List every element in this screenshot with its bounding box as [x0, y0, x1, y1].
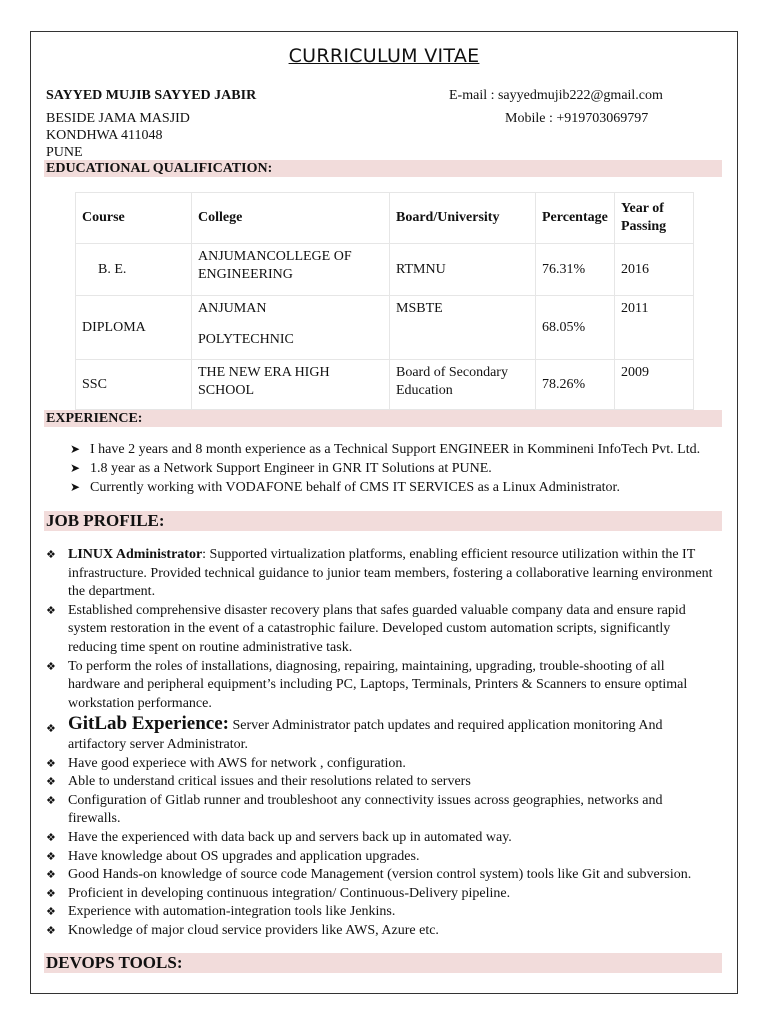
list-item	[70, 478, 700, 497]
list-item	[46, 658, 718, 714]
cell-college: THE NEW ERA HIGH SCHOOL	[192, 360, 390, 410]
job-profile-text: Configuration of Gitlab runner and troubleshoot any connectivity issues across geographies, networks and firewalls.	[68, 792, 663, 827]
header-course: Course	[76, 193, 192, 244]
section-heading-devops: DEVOPS TOOLS:	[44, 953, 722, 973]
mobile-text: Mobile : +919703069797	[505, 111, 649, 126]
cell-college-line-2: POLYTECHNIC	[198, 332, 294, 347]
diamond-bullet-icon: ❖	[46, 659, 56, 673]
cell-college-line-1: ANJUMAN	[198, 301, 267, 316]
experience-list	[70, 440, 700, 497]
diamond-bullet-icon: ❖	[46, 886, 56, 900]
job-profile-text: Have good experiece with AWS for network , configuration.	[68, 755, 406, 771]
list-item	[70, 459, 700, 478]
job-profile-text: Proficient in developing continuous integration/ Continuous-Delivery pipeline.	[68, 885, 511, 901]
arrow-bullet-icon: ➤	[70, 480, 81, 494]
arrow-bullet-icon: ➤	[70, 461, 81, 475]
section-heading-education: EDUCATIONAL QUALIFICATION:	[44, 160, 722, 177]
job-profile-list	[46, 546, 718, 940]
cell-course: B. E.	[76, 244, 192, 296]
cell-year: 2011	[615, 296, 694, 360]
list-item	[46, 715, 718, 754]
list-item	[46, 755, 718, 774]
cell-year: 2009	[615, 360, 694, 410]
cell-percentage: 68.05%	[536, 296, 615, 360]
experience-text: 1.8 year as a Network Support Engineer in GNR IT Solutions at PUNE.	[90, 461, 492, 476]
header-board: Board/University	[390, 193, 536, 244]
diamond-bullet-icon: ❖	[46, 905, 56, 919]
linux-text: : Supported virtualization platforms, enabling efficient resource utilization within the IT infrastructure. Provided technical guidance to junior team members, fostering a collaborative learning environment the department.	[68, 547, 713, 600]
list-item	[70, 440, 700, 459]
document-title: CURRICULUM VITAE	[288, 45, 480, 67]
job-profile-text: Have knowledge about OS upgrades and application upgrades.	[68, 848, 420, 864]
linux-label: LINUX Administrator	[68, 547, 203, 562]
diamond-bullet-icon: ❖	[46, 923, 56, 937]
list-item	[46, 602, 718, 658]
diamond-bullet-icon: ❖	[46, 849, 56, 863]
list-item	[46, 903, 718, 922]
diamond-bullet-icon: ❖	[46, 775, 56, 789]
list-item	[46, 829, 718, 848]
email-text: E-mail : sayyedmujib222@gmail.com	[449, 88, 663, 103]
address-line-3: PUNE	[46, 145, 83, 160]
diamond-bullet-icon: ❖	[46, 756, 56, 770]
arrow-bullet-icon: ➤	[70, 442, 81, 456]
cell-year: 2016	[615, 244, 694, 296]
list-item	[46, 922, 718, 941]
diamond-bullet-icon: ❖	[46, 868, 56, 882]
job-profile-text: Able to understand critical issues and their resolutions related to servers	[68, 774, 471, 790]
header-percentage: Percentage	[536, 193, 615, 244]
list-item	[46, 792, 718, 829]
list-item	[46, 773, 718, 792]
diamond-bullet-icon: ❖	[46, 548, 56, 561]
address-line-2: KONDHWA 411048	[46, 128, 163, 143]
candidate-name: SAYYED MUJIB SAYYED JABIR	[46, 88, 257, 103]
cell-board: Board of Secondary Education	[390, 360, 536, 410]
job-profile-text: Knowledge of major cloud service providers like AWS, Azure etc.	[68, 922, 439, 938]
cell-board: RTMNU	[390, 244, 536, 296]
list-item	[46, 885, 718, 904]
cell-percentage: 76.31%	[536, 244, 615, 296]
gitlab-text: Server Administrator patch updates and required application monitoring And artifactory server Administrator.	[68, 718, 663, 752]
table-row	[76, 360, 694, 410]
job-profile-text: To perform the roles of installations, diagnosing, repairing, maintaining, upgrading, trouble-shooting of all hardware and peripheral equipment’s including PC, Laptops, Terminals, Printers & Scanners to ensure optimal workstation performance.	[68, 658, 688, 711]
job-profile-text: Established comprehensive disaster recovery plans that safes guarded valuable company data and ensure rapid system restoration in the event of a catastrophic failure. Developed custom automation scripts, significantly reducing time spent on routine administrative task.	[68, 602, 686, 655]
table-row	[76, 244, 694, 296]
education-table	[75, 192, 694, 410]
experience-text: I have 2 years and 8 month experience as a Technical Support ENGINEER in Kommineni InfoTech Pvt. Ltd.	[90, 442, 701, 457]
list-item	[46, 848, 718, 867]
diamond-bullet-icon: ❖	[46, 830, 56, 844]
experience-text: Currently working with VODAFONE behalf of CMS IT SERVICES as a Linux Administrator.	[90, 480, 620, 495]
cell-college	[192, 296, 390, 360]
list-item	[46, 546, 718, 602]
section-heading-job-profile: JOB PROFILE:	[44, 511, 722, 531]
cell-percentage: 78.26%	[536, 360, 615, 410]
table-row	[76, 296, 694, 360]
cell-course: SSC	[76, 360, 192, 410]
address-line-1: BESIDE JAMA MASJID	[46, 111, 190, 126]
cell-board: MSBTE	[390, 296, 536, 360]
section-heading-experience: EXPERIENCE:	[44, 410, 722, 427]
cell-course: DIPLOMA	[76, 296, 192, 360]
diamond-bullet-icon: ❖	[46, 603, 56, 617]
job-profile-text: Experience with automation-integration tools like Jenkins.	[68, 904, 396, 920]
list-item	[46, 866, 718, 885]
gitlab-label: GitLab Experience:	[68, 713, 229, 735]
job-profile-text: Good Hands-on knowledge of source code Management (version control system) tools like Git and subversion.	[68, 867, 692, 883]
table-header-row	[76, 193, 694, 244]
header-year: Year of Passing	[615, 193, 694, 244]
job-profile-text: Have the experienced with data back up and servers back up in automated way.	[68, 829, 512, 845]
header-college: College	[192, 193, 390, 244]
diamond-bullet-icon: ❖	[46, 793, 56, 807]
cell-college: ANJUMANCOLLEGE OF ENGINEERING	[192, 244, 390, 296]
diamond-bullet-icon: ❖	[46, 722, 56, 736]
